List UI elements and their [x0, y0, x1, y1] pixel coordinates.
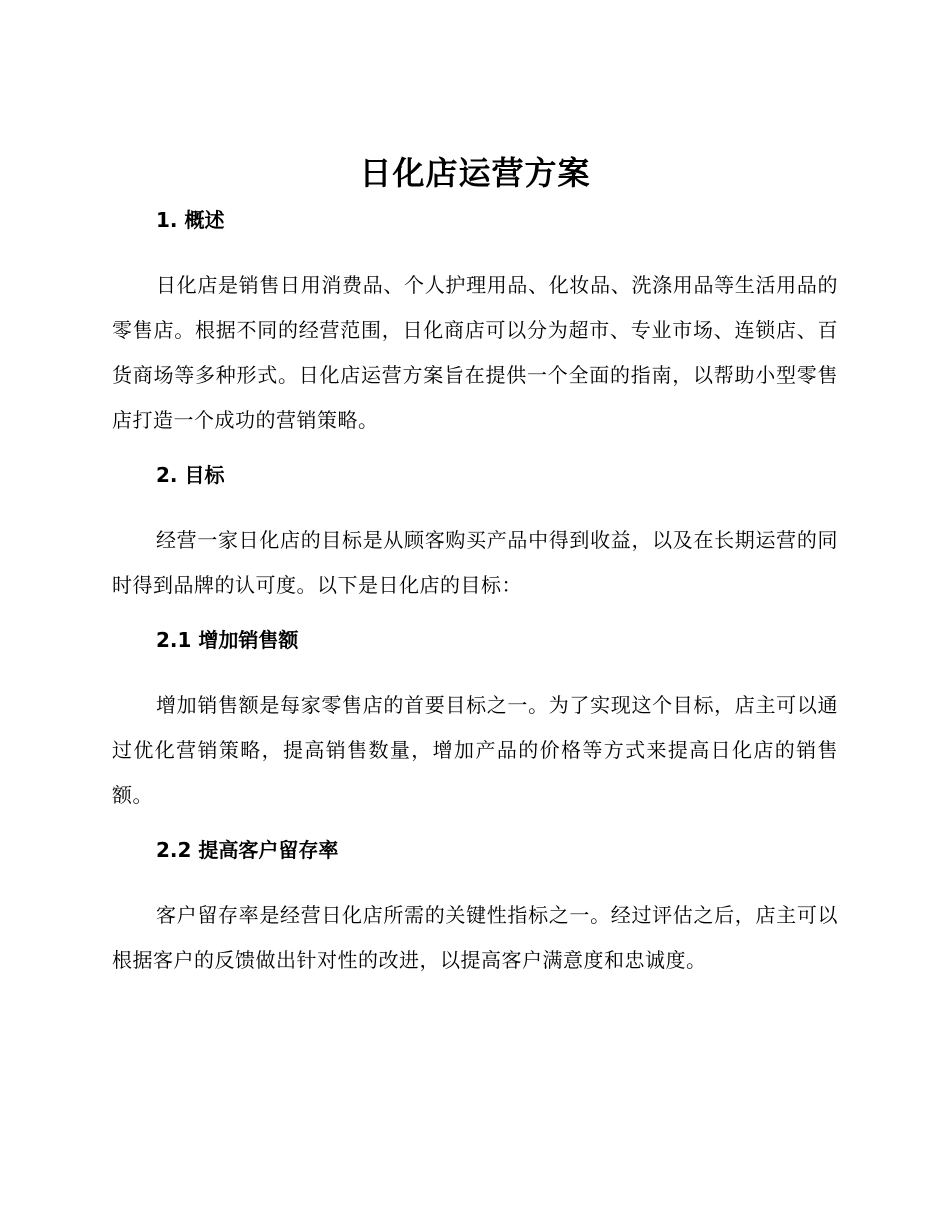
section-paragraph-overview: 日化店是销售日用消费品、个人护理用品、化妆品、洗涤用品等生活用品的零售店。根据不同的经营范围，日化商店可以分为超市、专业市场、连锁店、百货商场等多种形式。日化店运营方案旨在提供一个全面的指南，以帮助小型零售店打造一个成功的营销策略。 [112, 273, 838, 432]
section-paragraph-customer-retention: 客户留存率是经营日化店所需的关键性指标之一。经过评估之后，店主可以根据客户的反馈做出针对性的改进，以提高客户满意度和忠诚度。 [112, 903, 838, 972]
section-paragraph-increase-sales: 增加销售额是每家零售店的首要目标之一。为了实现这个目标，店主可以通过优化营销策略，提高销售数量，增加产品的价格等方式来提高日化店的销售额。 [112, 693, 838, 807]
section-heading-goals: 2. 目标 [156, 463, 225, 487]
section-heading-customer-retention: 2.2 提高客户留存率 [156, 838, 339, 862]
section-heading-overview: 1. 概述 [156, 208, 225, 232]
section-paragraph-goals: 经营一家日化店的目标是从顾客购买产品中得到收益，以及在长期运营的同时得到品牌的认可度。以下是日化店的目标： [112, 528, 838, 597]
document-title: 日化店运营方案 [359, 154, 591, 192]
section-heading-increase-sales: 2.1 增加销售额 [156, 628, 299, 652]
